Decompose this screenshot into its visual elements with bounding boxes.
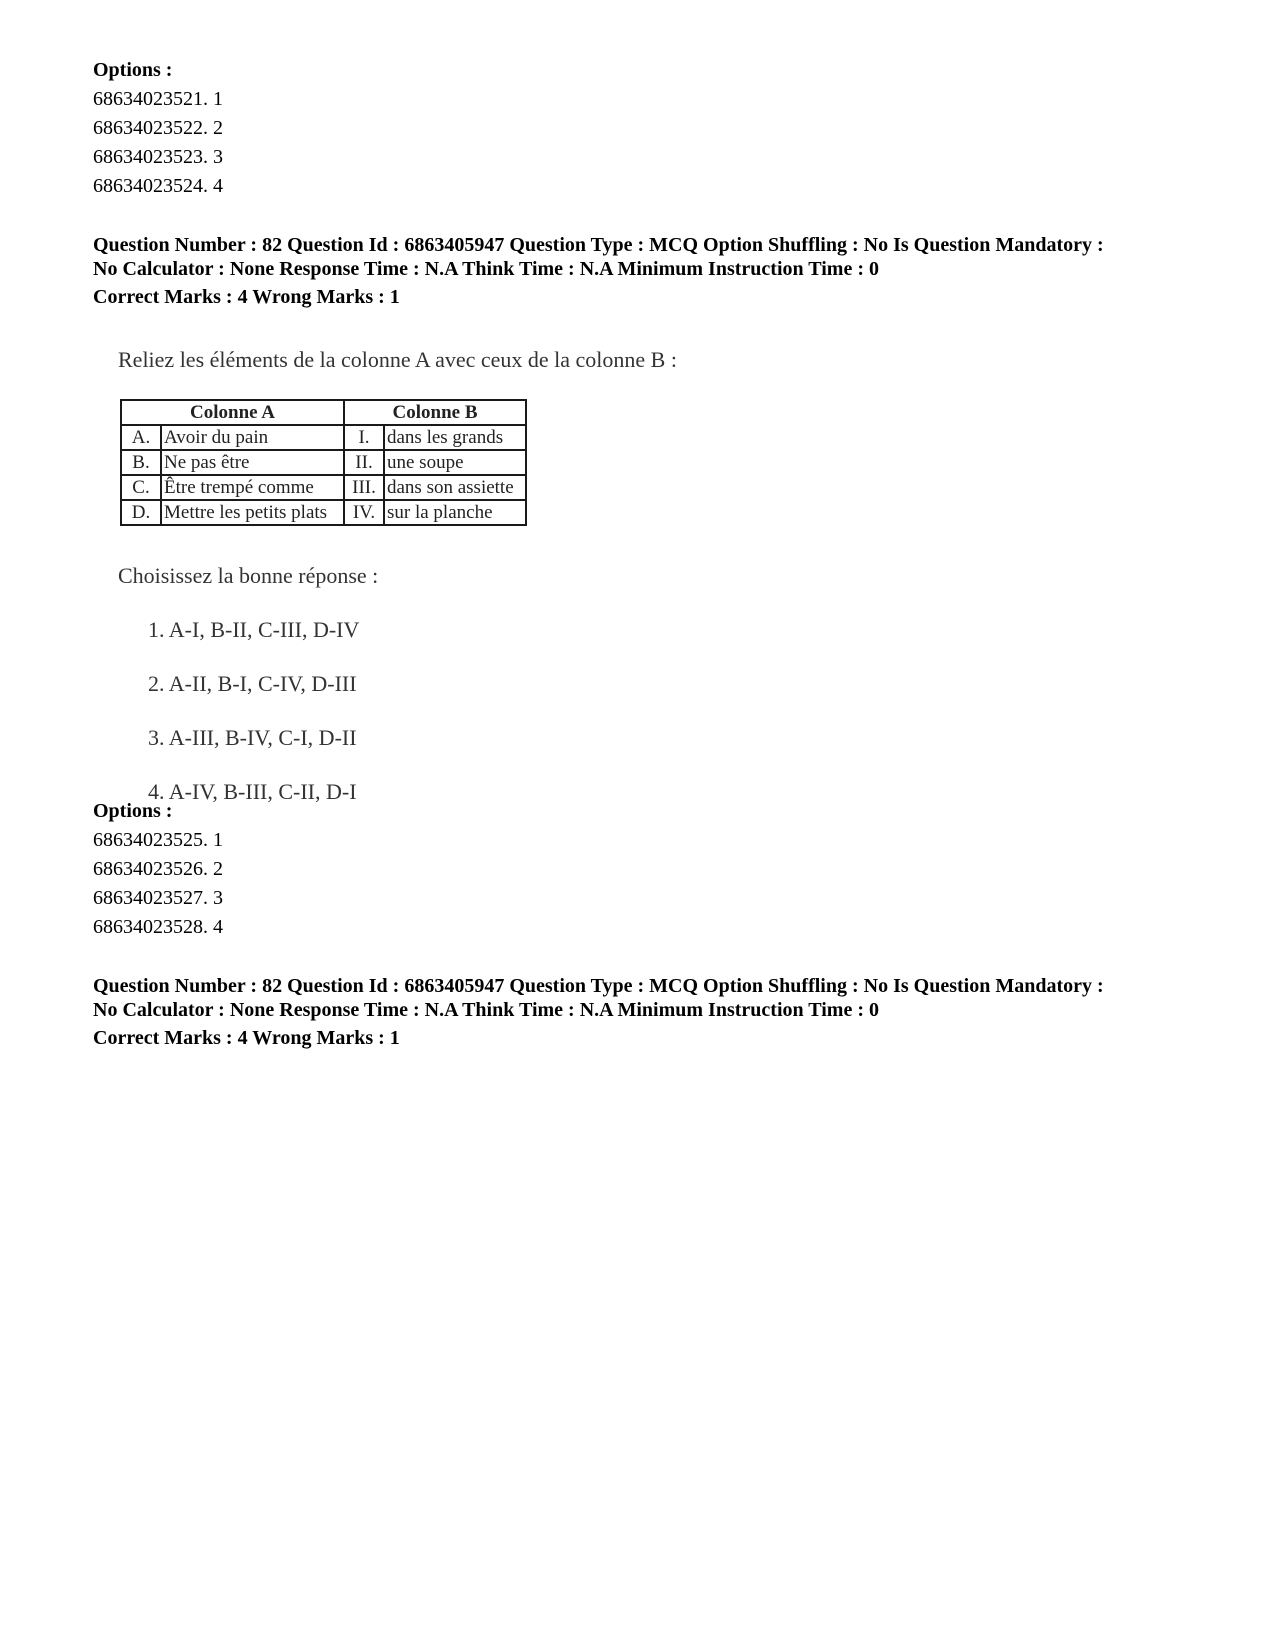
column-b-header: Colonne B — [344, 400, 526, 425]
column-a-index: D. — [121, 500, 161, 525]
answer-choice: 3. A-III, B-IV, C-I, D-II — [148, 725, 357, 750]
column-b-text: sur la planche — [384, 500, 526, 525]
option-item: 68634023524. 4 — [93, 175, 223, 197]
question-meta-line1: Question Number : 82 Question Id : 6863405947 Question Type : MCQ Option Shuffling : No Is Question Mandatory : — [93, 975, 1104, 997]
question-meta-line1: Question Number : 82 Question Id : 6863405947 Question Type : MCQ Option Shuffling : No Is Question Mandatory : — [93, 234, 1104, 256]
table-row — [121, 475, 526, 500]
table-row — [121, 500, 526, 525]
options-heading: Options : — [93, 59, 173, 81]
answer-choice: 1. A-I, B-II, C-III, D-IV — [148, 617, 360, 642]
column-b-text: dans son assiette — [384, 475, 526, 500]
column-a-header: Colonne A — [121, 400, 344, 425]
options-block-previous — [93, 56, 1203, 201]
column-b-index: IV. — [344, 500, 384, 525]
answer-choice: 2. A-II, B-I, C-IV, D-III — [148, 671, 357, 696]
column-b-index: I. — [344, 425, 384, 450]
option-item: 68634023527. 3 — [93, 887, 223, 909]
question-marks: Correct Marks : 4 Wrong Marks : 1 — [93, 1027, 400, 1049]
table-header-row — [121, 400, 526, 425]
table-row — [121, 450, 526, 475]
column-b-text: dans les grands — [384, 425, 526, 450]
table-row — [121, 425, 526, 450]
column-a-index: C. — [121, 475, 161, 500]
column-b-text: une soupe — [384, 450, 526, 475]
question-prompt: Reliez les éléments de la colonne A avec ceux de la colonne B : — [118, 347, 677, 372]
column-a-text: Mettre les petits plats — [161, 500, 344, 525]
option-item: 68634023522. 2 — [93, 117, 223, 139]
column-b-index: III. — [344, 475, 384, 500]
options-block — [93, 797, 1203, 942]
question-meta — [93, 233, 1203, 309]
column-a-text: Être trempé comme — [161, 475, 344, 500]
answer-choice: 4. A-IV, B-III, C-II, D-I — [148, 779, 357, 804]
question-meta-line2: No Calculator : None Response Time : N.A Think Time : N.A Minimum Instruction Time : 0 — [93, 258, 879, 280]
option-item: 68634023523. 3 — [93, 146, 223, 168]
option-item: 68634023528. 4 — [93, 916, 223, 938]
column-b-index: II. — [344, 450, 384, 475]
question-meta-line2: No Calculator : None Response Time : N.A Think Time : N.A Minimum Instruction Time : 0 — [93, 999, 879, 1021]
question-marks: Correct Marks : 4 Wrong Marks : 1 — [93, 286, 400, 308]
column-a-index: A. — [121, 425, 161, 450]
column-a-index: B. — [121, 450, 161, 475]
option-item: 68634023525. 1 — [93, 829, 223, 851]
question-meta-next — [93, 974, 1203, 1050]
matching-table — [120, 399, 527, 526]
option-item: 68634023526. 2 — [93, 858, 223, 880]
question-image — [118, 345, 758, 804]
column-a-text: Ne pas être — [161, 450, 344, 475]
options-heading: Options : — [93, 800, 173, 822]
column-a-text: Avoir du pain — [161, 425, 344, 450]
option-item: 68634023521. 1 — [93, 88, 223, 110]
choose-instruction: Choisissez la bonne réponse : — [118, 563, 379, 588]
